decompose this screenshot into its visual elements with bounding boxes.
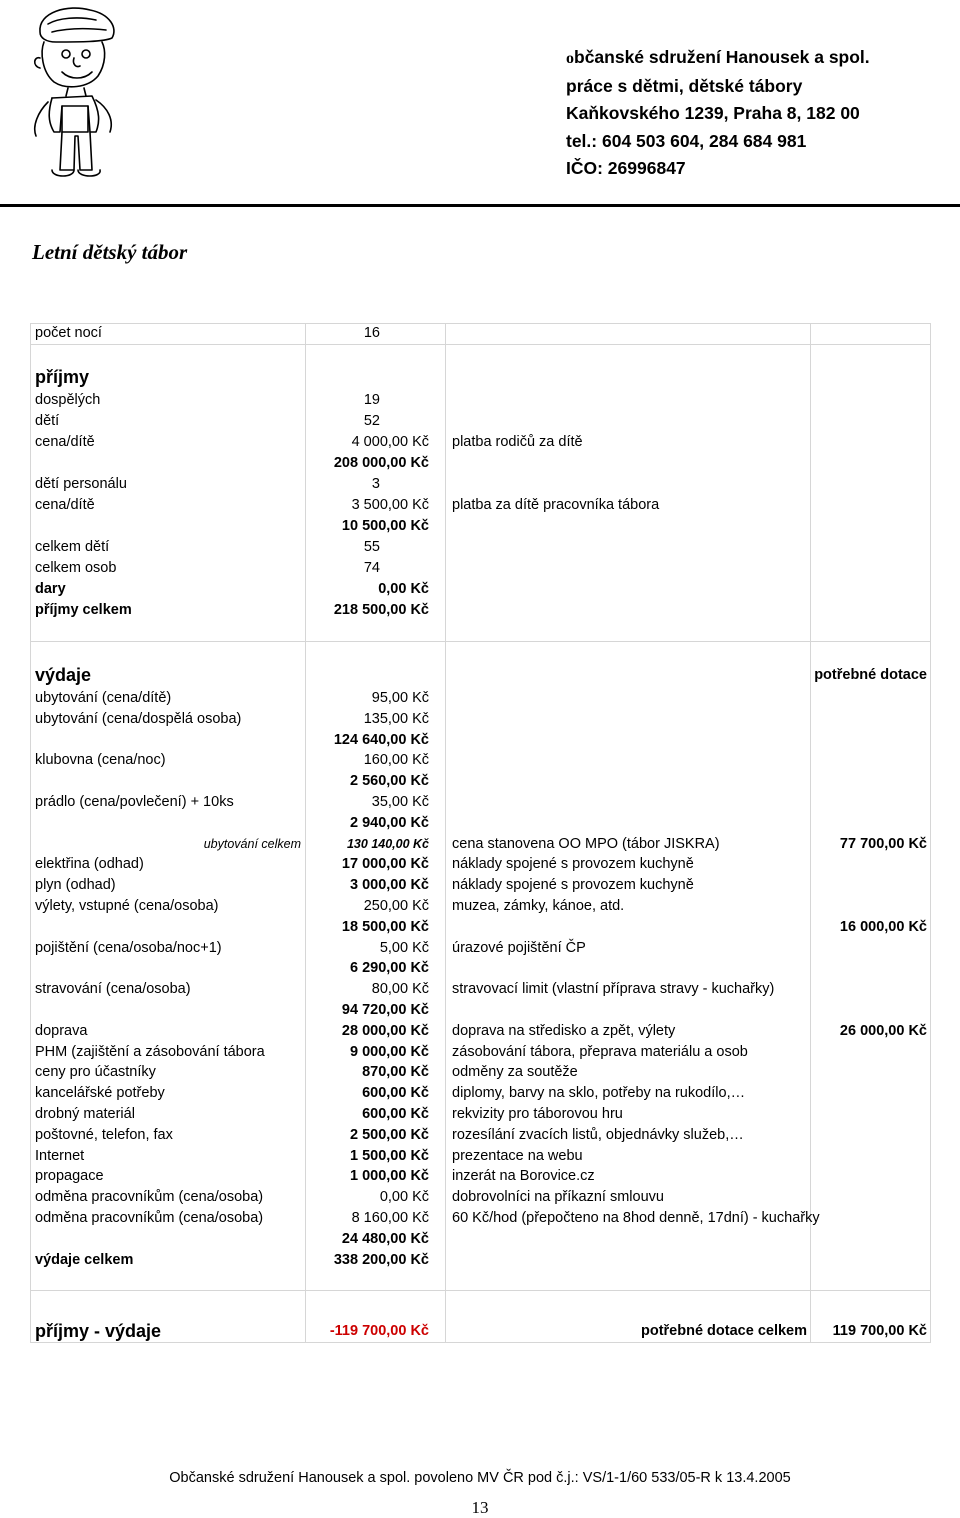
expense-value: 80,00 Kč	[371, 981, 429, 998]
expense-value: 18 500,00 Kč	[341, 918, 429, 935]
expenses-heading: výdaje	[35, 665, 92, 685]
expense-value: 160,00 Kč	[363, 752, 429, 769]
expense-value: 3 000,00 Kč	[349, 877, 429, 894]
income-total-value: 218 500,00 Kč	[333, 602, 429, 618]
grid-line	[30, 344, 931, 345]
expense-row	[30, 1000, 931, 1021]
expense-label: drobný materiál	[35, 1106, 135, 1122]
expense-row	[30, 792, 931, 813]
income-heading: příjmy	[35, 367, 90, 387]
expense-row	[30, 1083, 931, 1104]
income-row	[30, 537, 931, 558]
income-row	[30, 474, 931, 495]
expense-value: 250,00 Kč	[363, 898, 429, 914]
grid-line	[30, 641, 931, 642]
income-row	[30, 432, 931, 453]
expense-value: 124 640,00 Kč	[333, 731, 429, 748]
org-address: Kaňkovského 1239, Praha 8, 182 00	[566, 103, 860, 123]
income-row	[30, 516, 931, 537]
income-row	[30, 411, 931, 432]
income-note: platba rodičů za dítě	[452, 434, 583, 450]
expense-value: 0,00 Kč	[379, 1189, 429, 1206]
expense-value: 2 940,00 Kč	[349, 814, 429, 831]
expense-label: odměna pracovníkům (cena/osoba)	[35, 1210, 264, 1226]
expense-value: 130 140,00 Kč	[346, 836, 429, 851]
income-value: 74	[363, 560, 380, 576]
income-label: dospělých	[35, 392, 101, 408]
expense-label: ubytování (cena/dítě)	[35, 690, 172, 706]
organization-info	[566, 44, 870, 183]
income-value: 0,00 Kč	[378, 581, 429, 597]
expense-row	[30, 854, 931, 875]
expense-row	[30, 688, 931, 709]
expense-value: 9 000,00 Kč	[349, 1043, 429, 1060]
expense-dotace: 16 000,00 Kč	[839, 918, 927, 935]
dotace-total-label: potřebné dotace celkem	[641, 1323, 807, 1339]
income-label: celkem osob	[35, 560, 117, 576]
summary-label: příjmy - výdaje	[35, 1321, 162, 1341]
expense-value: 600,00 Kč	[362, 1106, 429, 1122]
org-name: občanské sdružení Hanousek a spol.	[566, 47, 870, 67]
footer-note: Občanské sdružení Hanousek a spol. povoleno MV ČR pod č.j.: VS/1-1/60 533/05-R k 13.4.2005	[169, 1470, 791, 1486]
income-label: dětí	[35, 413, 60, 429]
expense-value: 95,00 Kč	[371, 690, 429, 706]
expense-note: doprava na středisko a zpět, výlety	[452, 1022, 676, 1039]
expense-value: 6 290,00 Kč	[349, 960, 429, 977]
expense-value: 94 720,00 Kč	[341, 1002, 429, 1018]
expense-note: zásobování tábora, přeprava materiálu a osob	[452, 1043, 748, 1060]
income-row	[30, 390, 931, 411]
expense-row	[30, 917, 931, 938]
expense-value: 17 000,00 Kč	[341, 856, 429, 873]
expense-value: 1 000,00 Kč	[349, 1168, 429, 1185]
expense-row	[30, 730, 931, 751]
expense-label: elektřina (odhad)	[35, 856, 144, 873]
expense-value: 600,00 Kč	[362, 1085, 429, 1102]
org-ico: IČO: 26996847	[566, 158, 686, 178]
expense-note: cena stanovena OO MPO (tábor JISKRA)	[452, 835, 720, 852]
expense-label: stravování (cena/osoba)	[35, 981, 191, 998]
expense-note: prezentace na webu	[452, 1147, 583, 1164]
expense-label: plyn (odhad)	[35, 877, 116, 894]
budget-sheet	[30, 323, 931, 1343]
income-label: celkem dětí	[35, 539, 110, 555]
expense-row	[30, 1104, 931, 1125]
income-label: cena/dítě	[35, 434, 95, 450]
org-activity: práce s dětmi, dětské tábory	[566, 75, 803, 96]
expense-row	[30, 1250, 931, 1271]
dotace-heading: potřebné dotace	[814, 667, 927, 683]
expense-label: ubytování (cena/dospělá osoba)	[35, 710, 242, 727]
expense-value: 8 160,00 Kč	[351, 1210, 429, 1226]
grid-line	[30, 1290, 931, 1291]
expense-label: doprava	[35, 1022, 88, 1039]
expense-value: 2 560,00 Kč	[349, 773, 429, 790]
expense-note: náklady spojené s provozem kuchyně	[452, 877, 694, 894]
expense-value: 35,00 Kč	[371, 794, 429, 810]
income-heading-row	[30, 367, 931, 391]
expense-row	[30, 1125, 931, 1146]
expense-label: kancelářské potřeby	[35, 1085, 165, 1102]
expense-value: 1 500,00 Kč	[349, 1147, 429, 1164]
nights-label: počet nocí	[35, 325, 102, 341]
expense-label: odměna pracovníkům (cena/osoba)	[35, 1189, 264, 1206]
income-value: 3	[371, 476, 380, 492]
nights-value: 16	[363, 325, 380, 341]
expense-row	[30, 750, 931, 771]
income-note: platba za dítě pracovníka tábora	[452, 497, 660, 513]
income-value: 55	[363, 539, 380, 555]
expense-value: 870,00 Kč	[362, 1064, 429, 1081]
expense-note: inzerát na Borovice.cz	[452, 1168, 595, 1185]
expense-row	[30, 1146, 931, 1167]
expense-label: výlety, vstupné (cena/osoba)	[35, 898, 219, 914]
income-subtotal: 208 000,00 Kč	[333, 455, 429, 471]
expense-label: propagace	[35, 1168, 104, 1185]
expense-row	[30, 1229, 931, 1250]
summary-row	[30, 1319, 931, 1343]
expense-row	[30, 834, 931, 855]
expense-value: 5,00 Kč	[379, 939, 429, 956]
expense-row	[30, 1021, 931, 1042]
expense-row	[30, 1166, 931, 1187]
income-row	[30, 579, 931, 600]
income-label: cena/dítě	[35, 497, 95, 513]
expense-row	[30, 875, 931, 896]
income-row	[30, 453, 931, 474]
expense-label: ubytování celkem	[203, 836, 301, 851]
income-subtotal: 10 500,00 Kč	[341, 518, 429, 534]
income-value: 4 000,00 Kč	[351, 434, 429, 450]
expense-row	[30, 1062, 931, 1083]
expense-note: úrazové pojištění ČP	[452, 939, 586, 956]
expense-note: diplomy, barvy na sklo, potřeby na rukodílo,…	[452, 1085, 746, 1102]
expense-label: ceny pro účastníky	[35, 1064, 156, 1081]
income-label: dary	[35, 581, 66, 597]
org-phone: tel.: 604 503 604, 284 684 981	[566, 130, 807, 151]
expense-row	[30, 709, 931, 730]
page-title: Letní dětský tábor	[32, 240, 188, 264]
hanousek-logo	[18, 2, 128, 192]
page-number: 13	[471, 1498, 489, 1517]
expense-label: klubovna (cena/noc)	[35, 752, 166, 769]
expense-label: Internet	[35, 1147, 85, 1164]
expense-note: muzea, zámky, kánoe, atd.	[452, 898, 625, 914]
expenses-heading-row	[30, 665, 931, 689]
summary-value: -119 700,00 Kč	[329, 1323, 429, 1339]
expense-note: odměny za soutěže	[452, 1064, 578, 1081]
expense-row	[30, 771, 931, 792]
expense-row	[30, 896, 931, 917]
income-value: 52	[363, 413, 380, 429]
expense-row	[30, 813, 931, 834]
expense-row	[30, 1042, 931, 1063]
expense-dotace: 26 000,00 Kč	[839, 1022, 927, 1039]
expense-label: PHM (zajištění a zásobování tábora	[35, 1043, 265, 1060]
income-value: 3 500,00 Kč	[351, 497, 429, 513]
expense-row	[30, 1187, 931, 1208]
expense-row	[30, 979, 931, 1000]
income-total-label: příjmy celkem	[35, 602, 132, 618]
expense-note: 60 Kč/hod (přepočteno na 8hod denně, 17dní) - kuchařky	[452, 1210, 820, 1226]
nights-row	[30, 323, 931, 344]
expense-value: 24 480,00 Kč	[341, 1230, 429, 1247]
expense-value: 28 000,00 Kč	[341, 1022, 429, 1039]
expense-row	[30, 938, 931, 959]
income-row	[30, 558, 931, 579]
expense-value: 338 200,00 Kč	[333, 1251, 429, 1268]
expense-value: 135,00 Kč	[363, 710, 429, 727]
expense-label: prádlo (cena/povlečení) + 10ks	[35, 794, 234, 810]
expense-label: pojištění (cena/osoba/noc+1)	[35, 939, 222, 956]
expense-note: rozesílání zvacích listů, objednávky služeb,…	[452, 1126, 744, 1143]
expense-row	[30, 1208, 931, 1229]
expense-note: dobrovolníci na příkazní smlouvu	[452, 1189, 664, 1206]
expense-note: rekvizity pro táborovou hru	[452, 1106, 623, 1122]
income-value: 19	[363, 392, 380, 408]
income-total-row	[30, 600, 931, 621]
income-label: dětí personálu	[35, 476, 127, 492]
header-divider	[0, 204, 960, 207]
expense-label: poštovné, telefon, fax	[35, 1126, 173, 1143]
expense-note: náklady spojené s provozem kuchyně	[452, 856, 694, 873]
dotace-total-value: 119 700,00 Kč	[832, 1323, 927, 1339]
expense-note: stravovací limit (vlastní příprava stravy - kuchařky)	[452, 981, 775, 998]
expense-label: výdaje celkem	[35, 1251, 134, 1268]
expense-row	[30, 958, 931, 979]
expense-dotace: 77 700,00 Kč	[839, 835, 927, 852]
expense-value: 2 500,00 Kč	[349, 1126, 429, 1143]
income-row	[30, 495, 931, 516]
